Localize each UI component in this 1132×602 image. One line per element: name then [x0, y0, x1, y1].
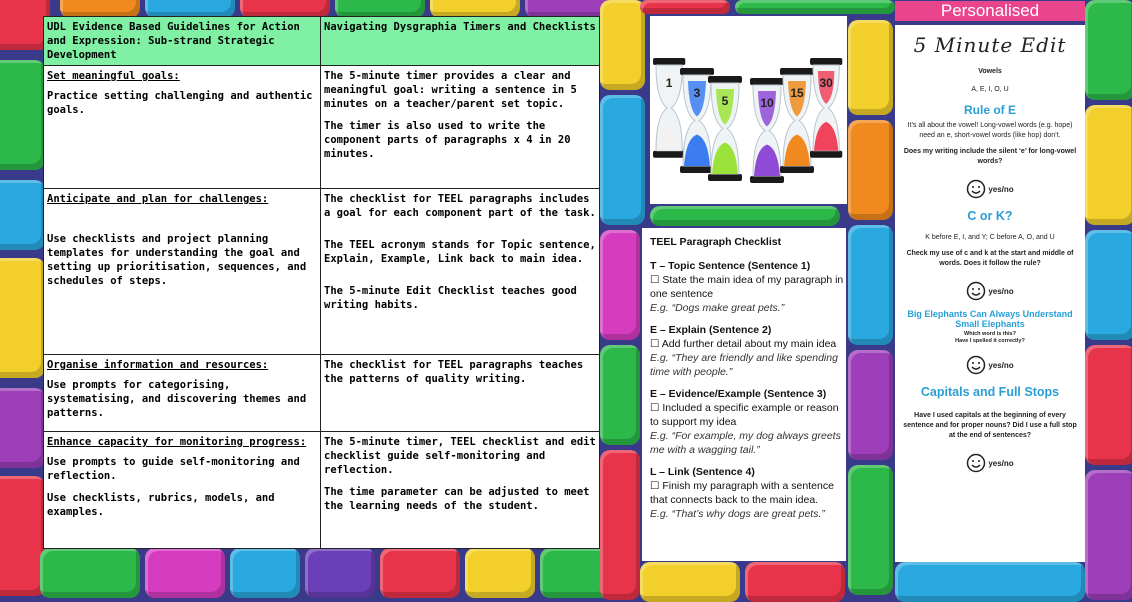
cell-text: The checklist for TEEL paragraphs includes a goal for each component part of the task. — [324, 193, 596, 219]
cell-text: Use checklists and project planning templates for understanding the goal and setting up prioritisation, sequences, and schedules of steps. — [47, 233, 307, 287]
cell-text: Use prompts to guide self-monitoring and reflection. — [47, 456, 300, 482]
five-minute-edit-card — [895, 25, 1085, 562]
checkbox-item[interactable]: ☐ State the main idea of my paragraph in one sentence — [650, 274, 844, 300]
checkbox-item[interactable]: ☐ Included a specific example or reason to support my idea — [650, 402, 839, 428]
c-or-k-text: K before E, I, and Y; C before A, O, and U — [925, 234, 1055, 241]
row-heading: Set meaningful goals: — [47, 70, 180, 82]
row-heading: Enhance capacity for monitoring progress: — [47, 436, 307, 448]
section-heading: E – Explain (Sentence 2) — [650, 324, 772, 336]
smiley-icon — [966, 355, 986, 375]
cell-text: Use prompts for categorising, systematising, and discovering themes and patterns. — [47, 379, 307, 419]
table-cell — [321, 355, 600, 432]
checklist-section-explain — [650, 323, 846, 379]
cell-text: The 5-minute timer provides a clear and meaningful goal: writing a sentence in 5 minutes on a teacher/parent set topic. — [324, 70, 577, 110]
smiley-icon — [966, 453, 986, 473]
yes-no-response[interactable] — [895, 281, 1085, 301]
timer-label: 1 — [665, 76, 673, 90]
smiley-icon — [966, 179, 986, 199]
cell-text: Practice setting challenging and authentic goals. — [47, 90, 313, 116]
rule-of-e-question: Does my writing include the silent ‘e’ for long-vowel words? — [903, 148, 1077, 165]
personalised-label: Personalised — [895, 1, 1085, 21]
example-text: E.g. “For example, my dog always greets me with a wagging tail.” — [650, 430, 841, 456]
timer-label: 3 — [693, 86, 701, 100]
udl-guidelines-table — [43, 16, 600, 549]
table-cell — [44, 66, 321, 189]
hourglass-timer — [810, 58, 842, 158]
row-heading: Organise information and resources: — [47, 359, 269, 371]
capitals-heading: Capitals and Full Stops — [920, 385, 1060, 399]
yes-no-label: yes/no — [988, 458, 1014, 468]
vowels-heading: Vowels — [978, 68, 1002, 75]
checklist-title: TEEL Paragraph Checklist — [650, 236, 782, 248]
yes-no-label: yes/no — [988, 286, 1014, 296]
cell-text: The TEEL acronym stands for Topic sentence, Explain, Example, Link back to main idea. — [324, 239, 596, 265]
timer-label: 30 — [819, 76, 833, 90]
timer-label: 5 — [721, 94, 729, 108]
checklist-section-link — [650, 465, 846, 521]
rule-of-e-text: It’s all about the vowel! Long-vowel words (e.g. hope) need an e, short-vowel words (like hop) don’t. — [907, 122, 1073, 139]
yes-no-label: yes/no — [988, 184, 1014, 194]
yes-no-response[interactable] — [895, 179, 1085, 199]
checklist-section-evidence — [650, 387, 846, 457]
hourglass-timer — [780, 68, 814, 173]
c-or-k-heading: C or K? — [967, 209, 1013, 223]
hourglass-icon — [650, 16, 847, 204]
table-row — [44, 355, 600, 432]
checkbox-item[interactable]: ☐ Finish my paragraph with a sentence that connects back to the main idea. — [650, 480, 834, 506]
yes-no-response[interactable] — [895, 355, 1085, 375]
because-question-1: Which word is this? — [964, 331, 1016, 337]
example-text: E.g. “That’s why dogs are great pets.” — [650, 508, 825, 520]
table-header-row — [44, 17, 600, 66]
table-row — [44, 189, 600, 355]
header-udl-guidelines: UDL Evidence Based Guidelines for Action and Expression: Sub-strand Strategic Development — [44, 17, 321, 66]
yes-no-label: yes/no — [988, 360, 1014, 370]
section-heading: L – Link (Sentence 4) — [650, 466, 755, 478]
example-text: E.g. “They are friendly and like spending time with people.” — [650, 352, 838, 378]
sand-timers-image — [650, 16, 847, 204]
timer-label: 10 — [760, 96, 774, 110]
cell-text: The time parameter can be adjusted to meet the learning needs of the student. — [324, 486, 590, 512]
table-cell — [321, 432, 600, 549]
section-heading: T – Topic Sentence (Sentence 1) — [650, 260, 811, 272]
checkbox-item[interactable]: ☐ Add further detail about my main idea — [650, 338, 837, 350]
hourglass-timer — [680, 68, 714, 173]
example-text: E.g. “Dogs make great pets.” — [650, 302, 785, 314]
table-cell — [321, 66, 600, 189]
table-cell — [44, 432, 321, 549]
hourglass-timer — [750, 78, 784, 183]
edit-card-title: 5 Minute Edit — [913, 33, 1067, 57]
c-or-k-question: Check my use of c and k at the start and middle of words. Does it follow the rule? — [906, 250, 1074, 267]
table-row — [44, 432, 600, 549]
rule-of-e-heading: Rule of E — [963, 103, 1016, 117]
vowels-list: A, E, I, O, U — [971, 86, 1009, 93]
cell-text: Use checklists, rubrics, models, and examples. — [47, 492, 275, 518]
row-heading: Anticipate and plan for challenges: — [47, 193, 269, 205]
section-heading: E – Evidence/Example (Sentence 3) — [650, 388, 827, 400]
teel-paragraph-checklist — [642, 228, 846, 561]
because-mnemonic-heading: Big Elephants Can Always Understand Small Elephants — [907, 309, 1073, 329]
cell-text: The checklist for TEEL paragraphs teaches the patterns of quality writing. — [324, 359, 584, 385]
smiley-icon — [966, 281, 986, 301]
table-cell — [44, 355, 321, 432]
header-dysgraphia-tools: Navigating Dysgraphia Timers and Checklists — [321, 17, 600, 66]
checklist-section-topic — [650, 259, 846, 315]
cell-text: The timer is also used to write the component parts of paragraphs x 4 in 20 minutes. — [324, 120, 571, 160]
cell-text: The 5-minute Edit Checklist teaches good writing habits. — [324, 285, 577, 311]
yes-no-response[interactable] — [895, 453, 1085, 473]
capitals-question: Have I used capitals at the beginning of every sentence and for proper nouns? Did I use a full stop at the end of sentences? — [903, 412, 1077, 439]
because-question-2: Have I spelled it correctly? — [955, 338, 1025, 344]
table-cell — [44, 189, 321, 355]
timer-label: 15 — [790, 86, 804, 100]
cell-text: The 5-minute timer, TEEL checklist and edit checklist guide self-monitoring and reflection. — [324, 436, 596, 476]
hourglass-timer — [708, 76, 742, 181]
table-cell — [321, 189, 600, 355]
table-row — [44, 66, 600, 189]
